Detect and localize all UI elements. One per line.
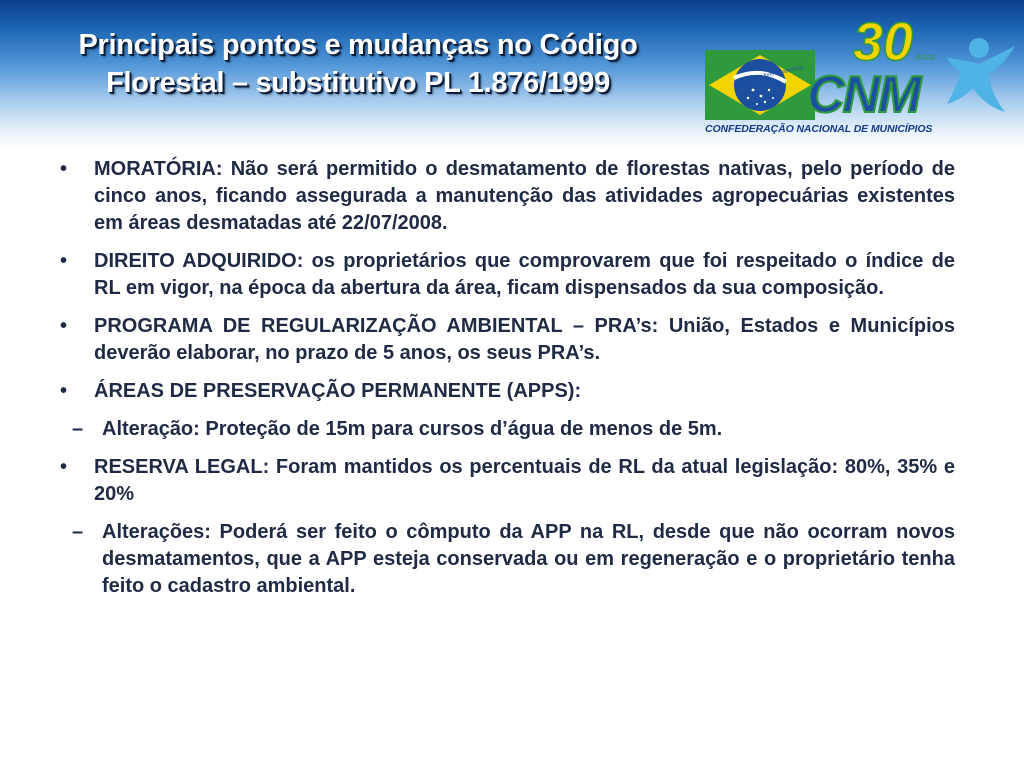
person-figure-icon [947, 38, 1015, 112]
bullet-text: PROGRAMA DE REGULARIZAÇÃO AMBIENTAL – PRA’s: União, Estados e Municípios deverão elaborar, no prazo de 5 anos, os seus PRA’s. [94, 315, 955, 364]
bullet-list [60, 156, 955, 611]
bullet-item-apps [60, 378, 955, 405]
bullet-item-moratoria [60, 156, 955, 237]
anniversary-number: 30 [853, 12, 914, 72]
anniversary-word: Anos [915, 52, 936, 62]
sub-bullet-marker: – [72, 418, 84, 440]
bullet-item-reserva-legal [60, 454, 955, 508]
bullet-item-direito-adquirido [60, 248, 955, 302]
cnm-logo-graphic [703, 8, 1023, 138]
bullet-text: DIREITO ADQUIRIDO: os proprietários que comprovarem que foi respeitado o índice de RL em vigor, na época da abertura da área, ficam dispensados da sua composição. [94, 250, 955, 299]
sub-bullet-item-rl-alteracoes [60, 519, 955, 600]
slide-title-line-1: Principais pontos e mudanças no Código [78, 29, 638, 61]
sub-bullet-marker: – [72, 521, 84, 543]
bullet-text: ÁREAS DE PRESERVAÇÃO PERMANENTE (APPS): [94, 380, 582, 402]
bullet-marker: • [60, 158, 68, 180]
bullet-text: MORATÓRIA: Não será permitido o desmatamento de florestas nativas, pelo período de cinco anos, ficando assegurada a manutenção das atividades agropecuárias existentes em áreas desmatadas até 22/07/2008. [94, 158, 955, 234]
bullet-item-pra [60, 313, 955, 367]
bullet-marker: • [60, 456, 68, 478]
flag-globe-motto: Município forte. Brasil forte. [738, 64, 806, 85]
cnm-logo [703, 8, 1023, 138]
slide-title [8, 26, 708, 102]
flag-globe [734, 59, 786, 111]
sub-bullet-item-apps-alteracao [60, 416, 955, 443]
bullet-marker: • [60, 380, 68, 402]
sub-bullet-text: Alterações: Poderá ser feito o cômputo da APP na RL, desde que não ocorram novos desmatamentos, que a APP esteja conservada ou em regeneração e o proprietário tenha feito o cadastro ambiental. [102, 521, 955, 597]
cnm-caption: CONFEDERAÇÃO NACIONAL DE MUNICÍPIOS [705, 123, 933, 135]
cnm-acronym: CNM [807, 66, 920, 124]
bullet-text: RESERVA LEGAL: Foram mantidos os percentuais de RL da atual legislação: 80%, 35% e 20% [94, 456, 955, 505]
slide-title-line-2: Florestal – substitutivo PL 1.876/1999 [106, 67, 610, 99]
sub-bullet-text: Alteração: Proteção de 15m para cursos d’água de menos de 5m. [102, 418, 723, 440]
bullet-marker: • [60, 315, 68, 337]
bullet-marker: • [60, 250, 68, 272]
